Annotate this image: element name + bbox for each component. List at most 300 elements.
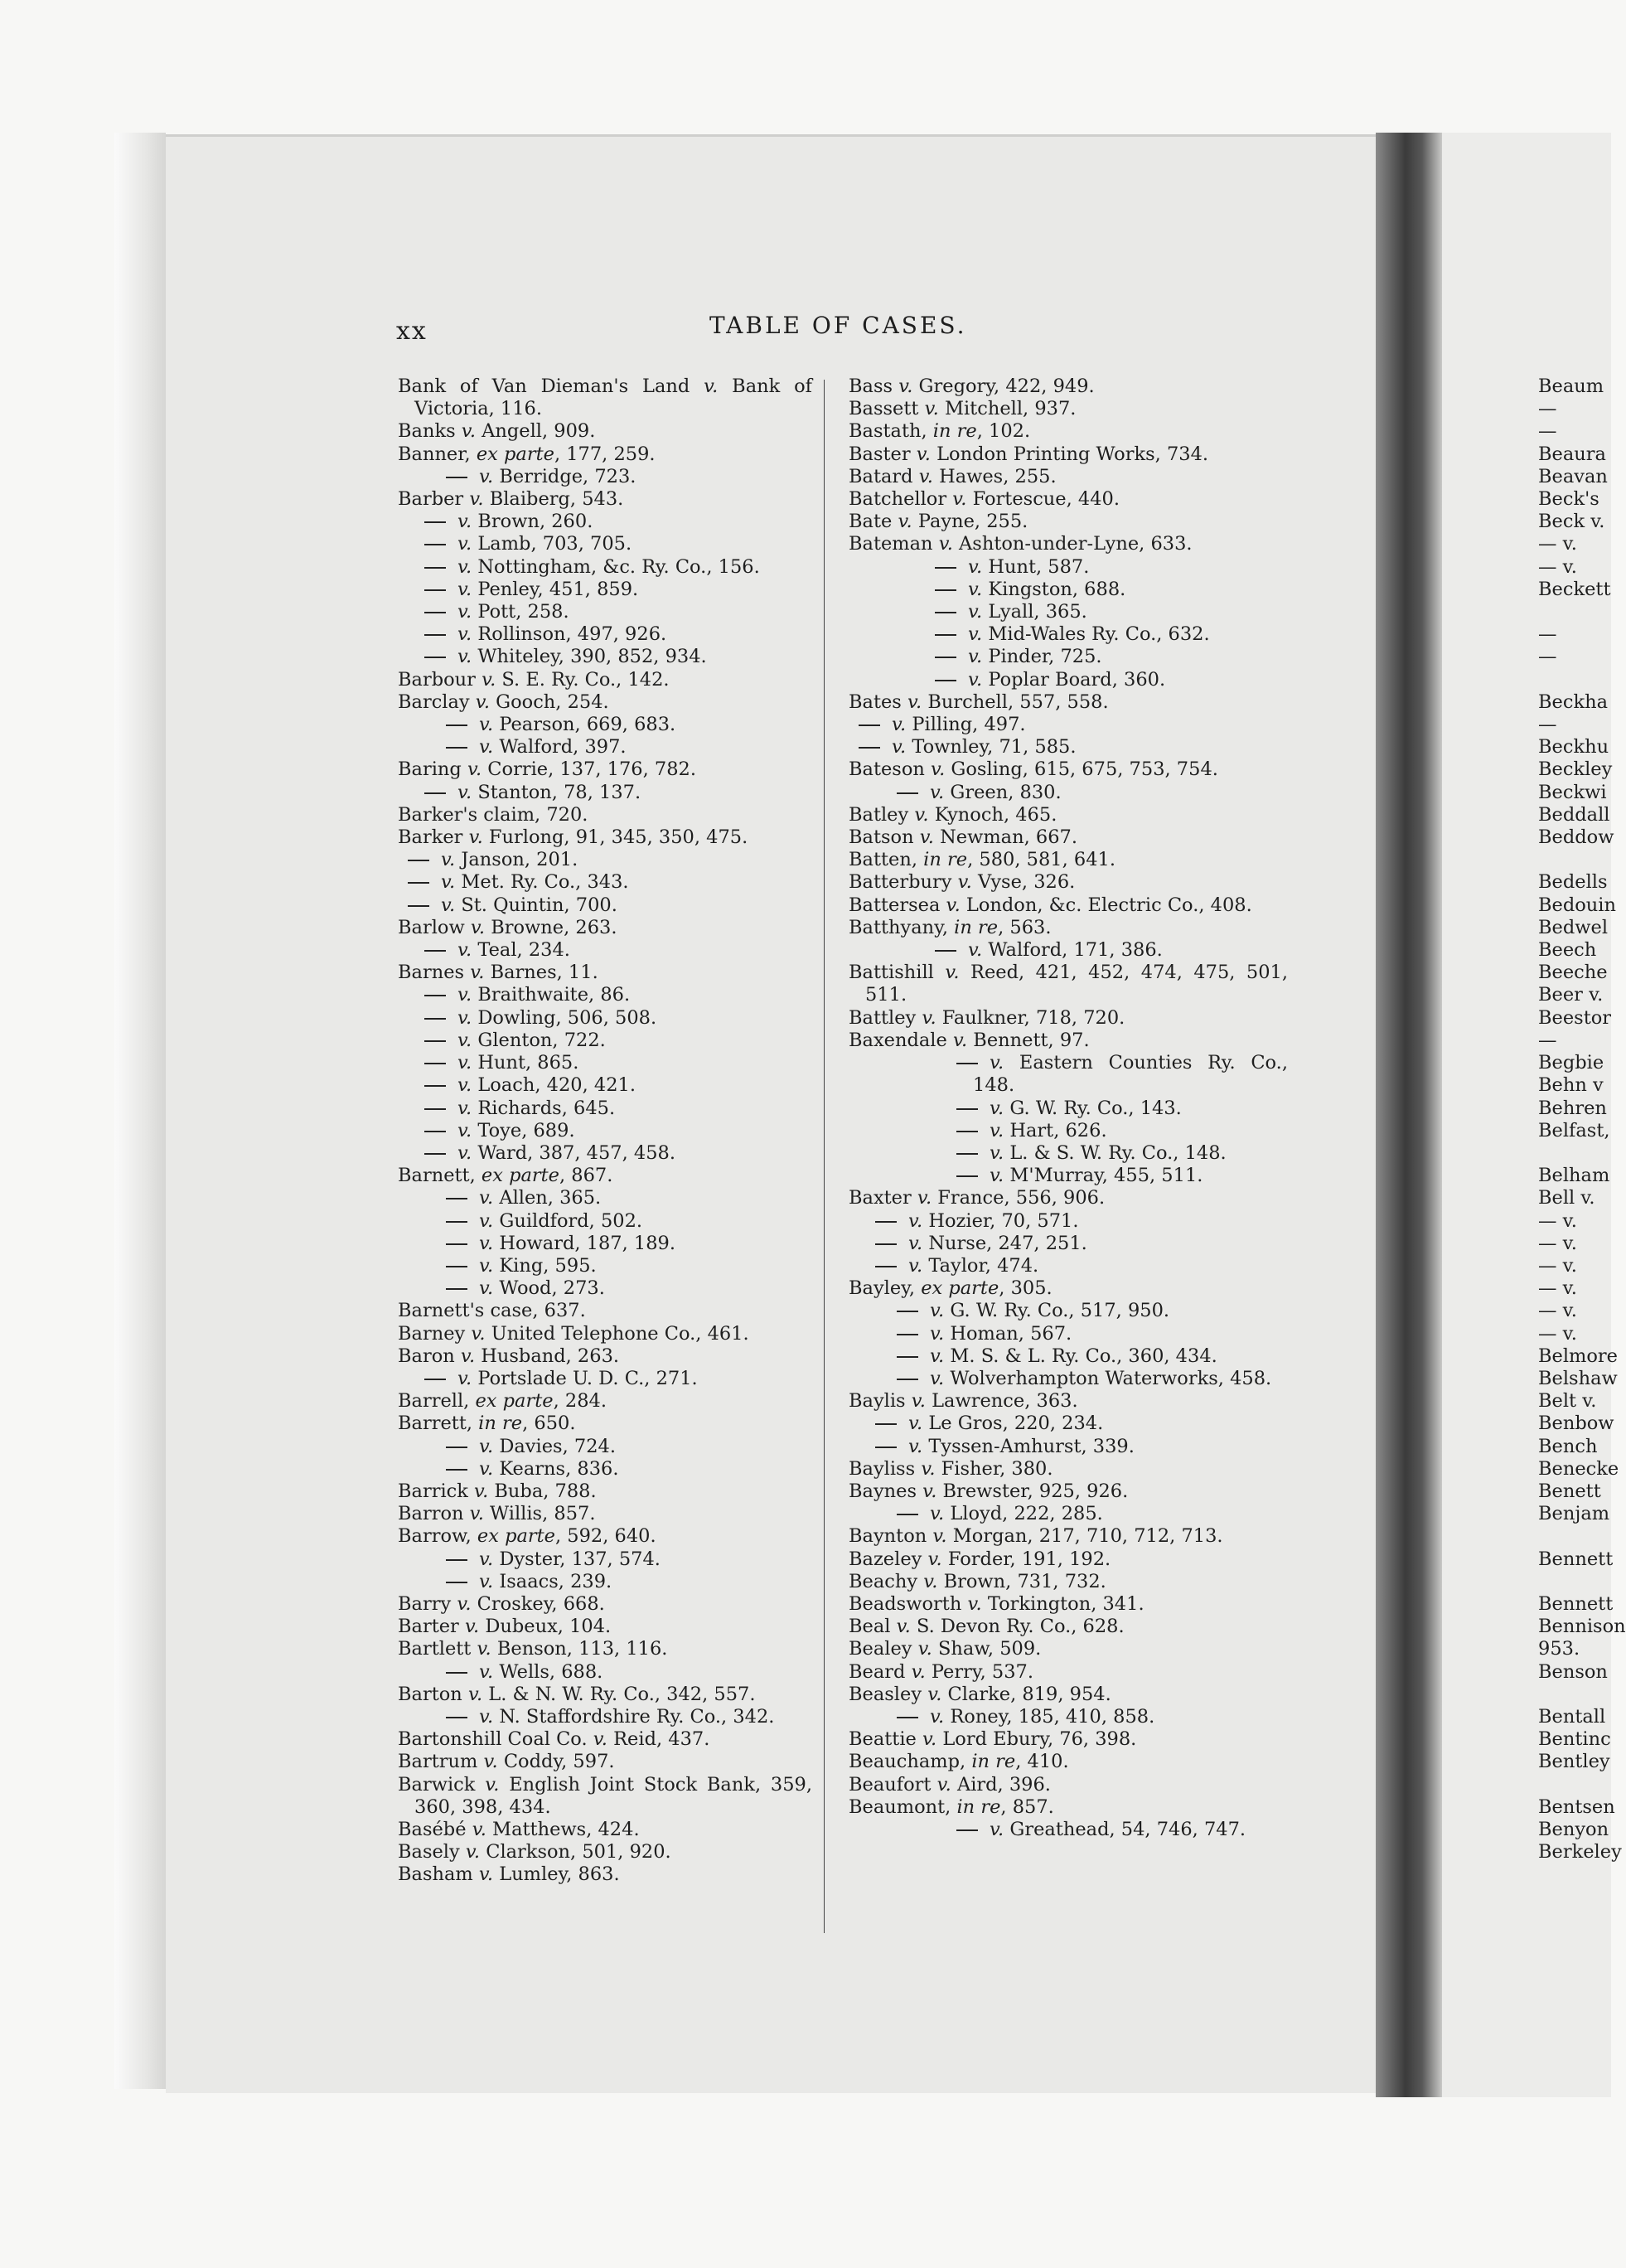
index-entry-text: v. Pinder, 725. bbox=[968, 646, 1102, 668]
index-entry-fragment: — v. bbox=[1538, 555, 1577, 578]
index-entry-text: Barber v. Blaiberg, 543. bbox=[398, 488, 624, 511]
index-entry-text: Beadsworth v. Torkington, 341. bbox=[849, 1592, 1144, 1615]
index-entry bbox=[849, 1098, 1288, 1120]
index-entry-fragment bbox=[1538, 1571, 1613, 1593]
index-entry bbox=[398, 1616, 812, 1638]
index-entry bbox=[398, 376, 812, 420]
index-entry-fragment: Beckley bbox=[1538, 758, 1613, 781]
index-entry-text: Beard v. Perry, 537. bbox=[849, 1660, 1034, 1683]
index-entry-text: v. Hart, 626. bbox=[990, 1119, 1107, 1141]
index-entry bbox=[398, 1728, 812, 1751]
index-entry-text: Beauchamp, in re, 410. bbox=[849, 1751, 1069, 1773]
index-entry bbox=[398, 1684, 812, 1706]
running-head: TABLE OF CASES. bbox=[709, 312, 967, 339]
index-entry-fragment: Beck v. bbox=[1538, 511, 1605, 533]
page-left-edge bbox=[114, 133, 166, 2089]
index-entry bbox=[398, 1774, 812, 1819]
index-entry bbox=[849, 1052, 1288, 1097]
index-entry-text: v. M'Murray, 455, 511. bbox=[990, 1165, 1203, 1187]
index-entry bbox=[849, 1593, 1288, 1616]
index-entry-text: Bateson v. Gosling, 615, 675, 753, 754. bbox=[849, 758, 1218, 781]
ditto-dash bbox=[424, 1018, 446, 1020]
index-entry-text: Baring v. Corrie, 137, 176, 782. bbox=[398, 758, 696, 781]
index-entry bbox=[398, 1503, 812, 1525]
index-entry bbox=[398, 1233, 812, 1255]
index-entry-text: Batten, in re, 580, 581, 641. bbox=[849, 849, 1115, 871]
index-entry bbox=[398, 1525, 812, 1548]
index-entry bbox=[849, 1233, 1288, 1255]
index-entry bbox=[398, 466, 812, 488]
index-entry-text: Batchellor v. Fortescue, 440. bbox=[849, 488, 1120, 511]
ditto-dash bbox=[956, 1108, 978, 1110]
index-entry-fragment: Benyon bbox=[1538, 1819, 1609, 1840]
index-entry-text: v. Teal, 234. bbox=[457, 939, 570, 962]
index-entry-fragment: Bentinc bbox=[1538, 1728, 1611, 1751]
index-entry bbox=[398, 646, 812, 668]
index-entry bbox=[849, 398, 1288, 420]
index-entry-text: v. Allen, 365. bbox=[479, 1187, 602, 1209]
ditto-dash bbox=[875, 1221, 897, 1223]
index-entry-text: v. N. Staffordshire Ry. Co., 342. bbox=[479, 1705, 775, 1728]
index-entry bbox=[849, 1525, 1288, 1548]
index-entry bbox=[398, 1480, 812, 1503]
index-entry-text: v. Le Gros, 220, 234. bbox=[908, 1413, 1104, 1435]
index-entry-text: Basébé v. Matthews, 424. bbox=[398, 1819, 640, 1840]
index-entry-fragment: Benson bbox=[1538, 1660, 1608, 1683]
index-entry-text: v. Eastern Counties Ry. Co., 148. bbox=[973, 1052, 1288, 1097]
index-entry-fragment: Beech bbox=[1538, 939, 1597, 962]
index-entry-text: Barnett's case, 637. bbox=[398, 1300, 586, 1322]
index-entry-text: Bartrum v. Coddy, 597. bbox=[398, 1751, 615, 1773]
index-entry-text: v. Davies, 724. bbox=[479, 1435, 616, 1457]
ditto-dash bbox=[956, 1063, 978, 1064]
index-entry bbox=[849, 1300, 1288, 1322]
index-entry bbox=[398, 736, 812, 758]
index-entry bbox=[849, 894, 1288, 917]
ditto-dash bbox=[446, 747, 467, 749]
index-entry bbox=[398, 1413, 812, 1435]
index-entry bbox=[398, 1368, 812, 1390]
index-entry-fragment: — v. bbox=[1538, 1277, 1577, 1300]
ditto-dash bbox=[956, 1153, 978, 1155]
index-entry-text: Batthyany, in re, 563. bbox=[849, 916, 1052, 938]
ditto-dash bbox=[875, 1243, 897, 1245]
ditto-dash bbox=[424, 792, 446, 794]
index-entry-text: Batterbury v. Vyse, 326. bbox=[849, 871, 1076, 894]
ditto-dash bbox=[897, 1334, 918, 1335]
index-entry bbox=[849, 736, 1288, 758]
index-entry-fragment: — bbox=[1538, 646, 1557, 668]
index-entry-text: v. Kingston, 688. bbox=[968, 578, 1126, 600]
index-entry bbox=[398, 939, 812, 962]
ditto-dash bbox=[446, 1559, 467, 1561]
index-entry-text: v. Richards, 645. bbox=[457, 1097, 616, 1119]
index-entry bbox=[398, 1436, 812, 1458]
ditto-dash bbox=[424, 544, 446, 545]
index-entry-text: Baylis v. Lawrence, 363. bbox=[849, 1390, 1078, 1413]
ditto-dash bbox=[935, 950, 956, 952]
index-entry-text: Barker's claim, 720. bbox=[398, 803, 588, 826]
ditto-dash bbox=[446, 1266, 467, 1267]
index-entry-text: v. Braithwaite, 86. bbox=[457, 984, 631, 1006]
index-entry-fragment: — v. bbox=[1538, 533, 1577, 555]
ditto-dash bbox=[408, 860, 429, 861]
index-entry bbox=[398, 758, 812, 781]
index-entry-fragment: Beddall bbox=[1538, 803, 1610, 826]
index-entry bbox=[398, 1345, 812, 1368]
index-entry-text: v. Taylor, 474. bbox=[908, 1254, 1039, 1277]
index-entry bbox=[398, 1255, 812, 1277]
index-entry bbox=[398, 871, 812, 894]
index-entry bbox=[849, 1345, 1288, 1368]
index-entry-fragment bbox=[1538, 849, 1613, 871]
index-entry-fragment bbox=[1538, 1525, 1613, 1548]
index-entry-fragment: Belham bbox=[1538, 1165, 1610, 1187]
index-entry bbox=[849, 1728, 1288, 1751]
index-entry-text: Barnett, ex parte, 867. bbox=[398, 1165, 613, 1187]
index-entry bbox=[849, 1503, 1288, 1525]
index-entry bbox=[849, 1684, 1288, 1706]
index-entry bbox=[398, 669, 812, 691]
ditto-dash bbox=[897, 1311, 918, 1312]
index-entry-fragment: 953. bbox=[1538, 1638, 1580, 1660]
index-entry bbox=[849, 1480, 1288, 1503]
ditto-dash bbox=[424, 1153, 446, 1155]
index-entry bbox=[849, 1368, 1288, 1390]
index-entry-fragment: Bentall bbox=[1538, 1705, 1606, 1728]
index-entry bbox=[398, 556, 812, 579]
index-entry bbox=[398, 984, 812, 1006]
index-entry bbox=[398, 1277, 812, 1300]
index-entry-text: Bank of Van Dieman's Land v. Bank of Victoria, 116. bbox=[398, 376, 812, 420]
ditto-dash bbox=[424, 995, 446, 996]
ditto-dash bbox=[446, 1717, 467, 1718]
index-entry-text: Bartlett v. Benson, 113, 116. bbox=[398, 1638, 668, 1660]
index-entry bbox=[398, 1863, 812, 1886]
index-entry bbox=[849, 826, 1288, 849]
index-entry-fragment: Beeche bbox=[1538, 962, 1608, 984]
index-entry-fragment: Bennett bbox=[1538, 1592, 1614, 1615]
ditto-dash bbox=[424, 612, 446, 613]
ditto-dash bbox=[935, 567, 956, 569]
index-entry-text: v. Hunt, 865. bbox=[457, 1052, 579, 1074]
index-entry-text: v. Hunt, 587. bbox=[968, 555, 1090, 578]
ditto-dash bbox=[897, 1717, 918, 1718]
index-entry bbox=[849, 1277, 1288, 1300]
index-entry bbox=[849, 849, 1288, 871]
index-entry-text: Bates v. Burchell, 557, 558. bbox=[849, 691, 1109, 713]
index-entry-text: v. Dyster, 137, 574. bbox=[479, 1548, 661, 1570]
index-entry-text: Basham v. Lumley, 863. bbox=[398, 1863, 620, 1886]
ditto-dash bbox=[424, 1040, 446, 1042]
index-entry-text: v. Poplar Board, 360. bbox=[968, 668, 1166, 691]
ditto-dash bbox=[897, 1379, 918, 1380]
index-entry-text: Barnes v. Barnes, 11. bbox=[398, 962, 598, 984]
book-gutter bbox=[1376, 133, 1442, 2097]
index-entry-fragment: Berkeley bbox=[1538, 1841, 1622, 1863]
index-entry bbox=[849, 962, 1288, 1006]
index-entry-fragment: — bbox=[1538, 398, 1557, 420]
index-entry-text: Battishill v. Reed, 421, 452, 474, 475, 501, 511. bbox=[849, 962, 1288, 1006]
ditto-dash bbox=[935, 612, 956, 613]
index-entry-fragment: Bennett bbox=[1538, 1548, 1614, 1570]
index-entry-text: v. Ward, 387, 457, 458. bbox=[457, 1141, 676, 1164]
index-entry-text: v. G. W. Ry. Co., 517, 950. bbox=[930, 1300, 1170, 1322]
ditto-dash bbox=[424, 1063, 446, 1064]
index-entry bbox=[398, 826, 812, 849]
index-entry-fragment: Behn v bbox=[1538, 1074, 1604, 1097]
index-entry bbox=[398, 1548, 812, 1571]
index-entry bbox=[398, 1819, 812, 1841]
ditto-dash bbox=[424, 521, 446, 523]
index-entry bbox=[398, 601, 812, 623]
index-entry-text: Barry v. Croskey, 668. bbox=[398, 1592, 605, 1615]
ditto-dash bbox=[424, 634, 446, 636]
index-entry bbox=[398, 782, 812, 804]
index-entry bbox=[849, 1413, 1288, 1435]
index-entry-text: Barrick v. Buba, 788. bbox=[398, 1480, 597, 1502]
ditto-dash bbox=[408, 882, 429, 884]
ditto-dash bbox=[956, 1175, 978, 1177]
index-entry-fragment: Bedouin bbox=[1538, 894, 1616, 916]
index-entry-text: v. Mid-Wales Ry. Co., 632. bbox=[968, 623, 1210, 646]
index-entry-text: v. Greathead, 54, 746, 747. bbox=[990, 1819, 1246, 1840]
index-entry-text: Barclay v. Gooch, 254. bbox=[398, 691, 609, 713]
index-entry-text: v. Homan, 567. bbox=[930, 1322, 1072, 1345]
index-entry bbox=[849, 758, 1288, 781]
index-entry-fragment: Bentley bbox=[1538, 1751, 1610, 1773]
index-entry bbox=[849, 1458, 1288, 1480]
index-entry-text: v. Penley, 451, 859. bbox=[457, 578, 639, 600]
index-entry-text: Barker v. Furlong, 91, 345, 350, 475. bbox=[398, 826, 748, 849]
index-entry bbox=[849, 1638, 1288, 1660]
index-entry-fragment: Beaum bbox=[1538, 376, 1604, 397]
index-entry-text: Bayliss v. Fisher, 380. bbox=[849, 1457, 1053, 1480]
index-entry bbox=[849, 917, 1288, 939]
index-entry bbox=[849, 1323, 1288, 1345]
index-entry bbox=[398, 1210, 812, 1233]
index-entry-fragment: — bbox=[1538, 714, 1557, 736]
ditto-dash bbox=[875, 1423, 897, 1425]
index-entry bbox=[849, 579, 1288, 601]
ditto-dash bbox=[424, 1108, 446, 1110]
middle-column bbox=[849, 376, 1288, 1841]
index-entry-text: v. Lloyd, 222, 285. bbox=[930, 1503, 1103, 1525]
index-entry-text: Barwick v. English Joint Stock Bank, 359, 360, 398, 434. bbox=[398, 1773, 812, 1818]
index-entry bbox=[398, 1052, 812, 1074]
index-entry-text: v. St. Quintin, 700. bbox=[441, 894, 617, 916]
ditto-dash bbox=[424, 1085, 446, 1087]
index-entry-fragment: Benecke bbox=[1538, 1457, 1619, 1480]
index-entry-fragment: Bennison bbox=[1538, 1616, 1626, 1638]
index-entry bbox=[849, 1661, 1288, 1684]
index-entry-text: Bartonshill Coal Co. v. Reid, 437. bbox=[398, 1728, 710, 1751]
index-entry bbox=[398, 1007, 812, 1030]
ditto-dash bbox=[897, 1514, 918, 1515]
index-entry bbox=[398, 894, 812, 917]
ditto-dash bbox=[935, 589, 956, 591]
index-entry-text: Beaumont, in re, 857. bbox=[849, 1796, 1054, 1818]
left-column bbox=[398, 376, 812, 1887]
index-entry bbox=[849, 1571, 1288, 1593]
ditto-dash bbox=[875, 1447, 897, 1448]
index-entry bbox=[849, 871, 1288, 894]
index-entry bbox=[398, 623, 812, 646]
index-entry-text: v. Stanton, 78, 137. bbox=[457, 781, 641, 803]
index-entry-fragment: Beaura bbox=[1538, 443, 1606, 465]
index-entry-fragment: Belt v. bbox=[1538, 1390, 1597, 1413]
index-entry bbox=[398, 1323, 812, 1345]
index-entry-text: v. M. S. & L. Ry. Co., 360, 434. bbox=[930, 1345, 1217, 1367]
ditto-dash bbox=[424, 1379, 446, 1380]
index-entry bbox=[398, 1593, 812, 1616]
index-entry bbox=[398, 488, 812, 511]
index-entry-text: Barbour v. S. E. Ry. Co., 142. bbox=[398, 668, 670, 691]
index-entry-text: v. Pott, 258. bbox=[457, 601, 569, 623]
index-entry-text: v. Whiteley, 390, 852, 934. bbox=[457, 646, 707, 668]
index-entry-fragment: — bbox=[1538, 1029, 1557, 1051]
ditto-dash bbox=[446, 1288, 467, 1290]
index-entry-fragment: Beckhu bbox=[1538, 736, 1609, 758]
index-entry-text: Bass v. Gregory, 422, 949. bbox=[849, 376, 1095, 397]
index-entry-text: v. Pearson, 669, 683. bbox=[479, 714, 676, 736]
index-entry-text: Battley v. Faulkner, 718, 720. bbox=[849, 1006, 1125, 1029]
index-entry-fragment: Belmore bbox=[1538, 1345, 1618, 1367]
index-entry-text: Beal v. S. Devon Ry. Co., 628. bbox=[849, 1616, 1125, 1638]
ditto-dash bbox=[408, 905, 429, 907]
index-entry-text: v. Tyssen-Amhurst, 339. bbox=[908, 1435, 1135, 1457]
index-entry-text: v. Brown, 260. bbox=[457, 511, 593, 533]
index-entry bbox=[849, 556, 1288, 579]
ditto-dash bbox=[897, 792, 918, 794]
index-entry bbox=[849, 1187, 1288, 1209]
index-entry bbox=[849, 1007, 1288, 1030]
index-entry-fragment: Benett bbox=[1538, 1480, 1601, 1502]
index-entry bbox=[398, 804, 812, 826]
ditto-dash bbox=[446, 1672, 467, 1674]
index-entry-text: Baster v. London Printing Works, 734. bbox=[849, 443, 1209, 465]
index-entry-fragment: Beer v. bbox=[1538, 984, 1604, 1006]
index-entry-text: v. Berridge, 723. bbox=[479, 465, 636, 487]
index-entry bbox=[849, 511, 1288, 533]
index-entry bbox=[849, 646, 1288, 668]
index-entry-fragment: — bbox=[1538, 420, 1557, 443]
index-entry-text: v. Met. Ry. Co., 343. bbox=[441, 871, 629, 894]
index-entry-fragment: Bedells bbox=[1538, 871, 1608, 894]
ditto-dash bbox=[446, 1221, 467, 1223]
index-entry bbox=[849, 1030, 1288, 1052]
ditto-dash bbox=[424, 567, 446, 569]
index-entry bbox=[398, 1098, 812, 1120]
index-entry-text: v. Green, 830. bbox=[930, 781, 1062, 803]
ditto-dash bbox=[897, 1356, 918, 1358]
index-entry bbox=[398, 420, 812, 443]
index-entry bbox=[849, 1120, 1288, 1142]
index-entry bbox=[849, 669, 1288, 691]
index-entry-text: v. Kearns, 836. bbox=[479, 1457, 619, 1480]
index-entry bbox=[398, 691, 812, 714]
index-entry-fragment: Beestor bbox=[1538, 1006, 1612, 1029]
index-entry bbox=[849, 1548, 1288, 1571]
index-entry-text: Barney v. United Telephone Co., 461. bbox=[398, 1322, 749, 1345]
index-entry-text: Bate v. Payne, 255. bbox=[849, 511, 1028, 533]
ditto-dash bbox=[446, 1447, 467, 1448]
index-entry-text: Banks v. Angell, 909. bbox=[398, 420, 596, 443]
index-entry-fragment: — v. bbox=[1538, 1232, 1577, 1254]
index-entry-text: v. L. & S. W. Ry. Co., 148. bbox=[990, 1141, 1227, 1164]
index-entry-fragment bbox=[1538, 1774, 1613, 1796]
ditto-dash bbox=[424, 1131, 446, 1132]
index-entry-text: Barton v. L. & N. W. Ry. Co., 342, 557. bbox=[398, 1683, 756, 1705]
index-entry-text: v. Lamb, 703, 705. bbox=[457, 533, 632, 555]
ditto-dash bbox=[446, 724, 467, 726]
index-entry bbox=[849, 1616, 1288, 1638]
index-entry bbox=[849, 1165, 1288, 1187]
index-entry-text: v. Dowling, 506, 508. bbox=[457, 1006, 657, 1029]
index-entry-text: v. Wood, 273. bbox=[479, 1277, 605, 1300]
index-entry-fragment: Beck's bbox=[1538, 488, 1599, 511]
index-entry bbox=[849, 1796, 1288, 1819]
index-entry-text: Beattie v. Lord Ebury, 76, 398. bbox=[849, 1728, 1137, 1751]
index-entry-text: Barron v. Willis, 857. bbox=[398, 1503, 596, 1525]
index-entry-text: v. Nurse, 247, 251. bbox=[908, 1232, 1087, 1254]
index-entry-text: v. Portslade U. D. C., 271. bbox=[457, 1367, 698, 1389]
index-entry-text: v. Toye, 689. bbox=[457, 1119, 575, 1141]
index-entry-fragment: — v. bbox=[1538, 1300, 1577, 1322]
index-entry bbox=[398, 1187, 812, 1209]
index-entry-fragment: Behren bbox=[1538, 1097, 1607, 1119]
index-entry bbox=[398, 579, 812, 601]
index-entry-fragment: Beckwi bbox=[1538, 781, 1607, 803]
index-entry bbox=[398, 917, 812, 939]
index-entry-text: v. Hozier, 70, 571. bbox=[908, 1209, 1079, 1232]
ditto-dash bbox=[935, 634, 956, 636]
index-entry-text: v. Isaacs, 239. bbox=[479, 1570, 612, 1592]
ditto-dash bbox=[446, 1582, 467, 1583]
index-entry bbox=[849, 1142, 1288, 1165]
index-entry-text: Beachy v. Brown, 731, 732. bbox=[849, 1570, 1106, 1592]
index-entry bbox=[849, 533, 1288, 555]
index-entry-text: Baron v. Husband, 263. bbox=[398, 1345, 620, 1367]
index-entry-text: v. Pilling, 497. bbox=[892, 714, 1026, 736]
ditto-dash bbox=[424, 657, 446, 658]
index-entry bbox=[398, 1390, 812, 1413]
index-entry-text: v. Glenton, 722. bbox=[457, 1029, 606, 1051]
index-entry-text: Battersea v. London, &c. Electric Co., 408. bbox=[849, 894, 1252, 916]
index-entry-text: Bazeley v. Forder, 191, 192. bbox=[849, 1548, 1111, 1570]
ditto-dash bbox=[424, 589, 446, 591]
ditto-dash bbox=[875, 1266, 897, 1267]
index-entry-fragment bbox=[1538, 1142, 1613, 1165]
index-entry bbox=[398, 511, 812, 533]
index-entry bbox=[849, 488, 1288, 511]
index-entry bbox=[849, 1774, 1288, 1796]
index-entry-text: Bassett v. Mitchell, 937. bbox=[849, 398, 1077, 420]
index-entry-text: Bateman v. Ashton-under-Lyne, 633. bbox=[849, 533, 1193, 555]
index-entry bbox=[398, 1120, 812, 1142]
index-entry bbox=[849, 376, 1288, 398]
index-entry-fragment: — bbox=[1538, 623, 1557, 646]
index-entry-fragment: Belfast, bbox=[1538, 1119, 1610, 1141]
index-entry bbox=[849, 1819, 1288, 1841]
ditto-dash bbox=[935, 657, 956, 658]
index-entry-fragment: Benjam bbox=[1538, 1503, 1610, 1525]
index-entry-text: v. Janson, 201. bbox=[441, 849, 578, 871]
index-entry bbox=[398, 1638, 812, 1660]
index-entry-fragment bbox=[1538, 1684, 1613, 1706]
ditto-dash bbox=[859, 747, 880, 749]
index-entry bbox=[398, 714, 812, 736]
